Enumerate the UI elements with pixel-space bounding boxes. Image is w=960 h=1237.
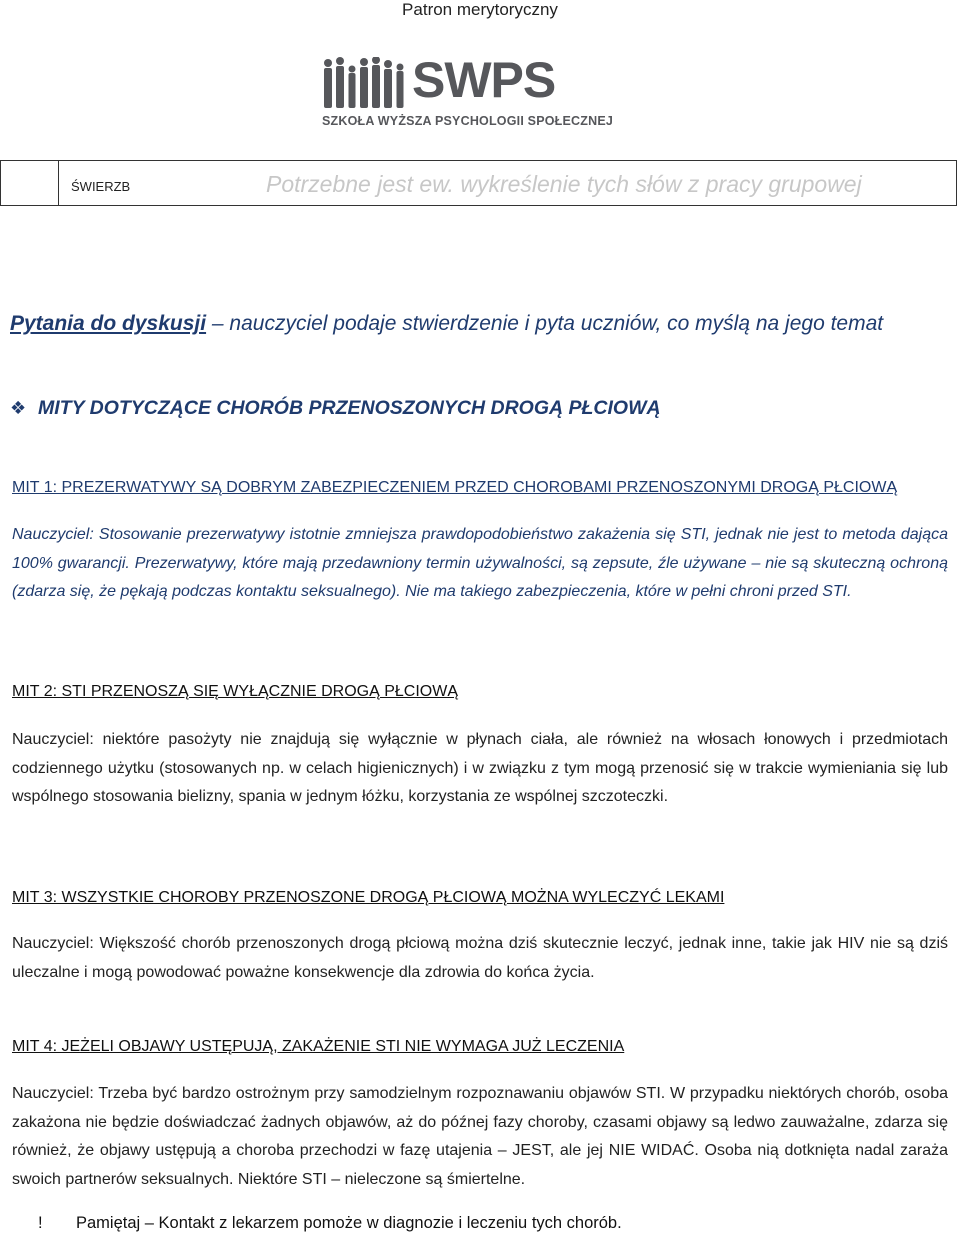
logo-brand-text: SWPS xyxy=(412,52,556,108)
discussion-label: Pytania do dyskusji xyxy=(10,312,207,335)
word-cell xyxy=(58,161,248,205)
myth-1-text: Nauczyciel: Stosowanie prezerwatywy istotnie zmniejsza prawdopodobieństwo zakażenia się STI, jednak nie jest to metoda dająca 100% gwarancji. Prezerwatywy, które mają przedawniony termin używalności, są zepsute, źle używane – nie są skuteczną ochroną (zdarza się, że pękają podczas kontaktu seksualnego). Nie ma takiego zabezpieczenia, które w pełni chroni przed STI. xyxy=(12,526,948,600)
myths-heading-text: MITY DOTYCZĄCE CHORÓB PRZENOSZONYCH DROGĄ PŁCIOWĄ xyxy=(38,397,661,419)
people-silhouettes-icon xyxy=(320,57,410,109)
placeholder-note: Potrzebne jest ew. wykreślenie tych słów z pracy grupowej xyxy=(266,171,862,197)
reminder-note xyxy=(38,1214,622,1233)
myth-4-title: MIT 4: JEŻELI OBJAWY USTĘPUJĄ, ZAKAŻENIE STI NIE WYMAGA JUŻ LECZENIA xyxy=(12,1038,625,1055)
discussion-rest: – nauczyciel podaje stwierdzenie i pyta uczniów, co myślą na jego temat xyxy=(206,312,884,335)
exclamation-icon: ! xyxy=(38,1214,43,1232)
myth-3-title: MIT 3: WSZYSTKIE CHOROBY PRZENOSZONE DROGĄ PŁCIOWĄ MOŻNA WYLECZYĆ LEKAMI xyxy=(12,889,725,906)
myth-4-text: Nauczyciel: Trzeba być bardzo ostrożnym przy samodzielnym rozpoznawaniu objawów STI. W przypadku niektórych chorób, osoba zakażona nie będzie doświadczać żadnych objawów, aż do późnej fazy choroby, czasami objawy są ledwo zauważalne, zdarza się również, że objawy ustępują a choroba przechodzi w fazę utajenia – JEST, ale jej NIE WIDAĆ. Osoba nią dotknięta nadal zaraża swoich partnerów seksualnych. Niektóre STI – nieleczone są śmiertelne. xyxy=(12,1085,948,1188)
discussion-title xyxy=(10,312,883,336)
diamond-bullet-icon: ❖ xyxy=(10,398,27,418)
myth-2-title: MIT 2: STI PRZENOSZĄ SIĘ WYŁĄCZNIE DROGĄ PŁCIOWĄ xyxy=(12,683,458,700)
reminder-text: Pamiętaj – Kontakt z lekarzem pomoże w diagnozie i leczeniu tych chorób. xyxy=(76,1214,622,1232)
logo-subtitle: SZKOŁA WYŻSZA PSYCHOLOGII SPOŁECZNEJ xyxy=(322,114,614,128)
myth-1-title: MIT 1: PREZERWATYWY SĄ DOBRYM ZABEZPIECZENIEM PRZED CHOROBAMI PRZENOSZONYMI DROGĄ PŁCIOWĄ xyxy=(12,479,898,496)
patron-label: Patron merytoryczny xyxy=(402,0,558,19)
word-table xyxy=(0,160,957,206)
myths-heading xyxy=(10,397,661,420)
myth-3-text: Nauczyciel: Większość chorób przenoszonych drogą płciową można dziś skutecznie leczyć, jednak inne, takie jak HIV nie są dziś uleczalne i mogą powodować poważne konsekwencje dla zdrowia do końca życia. xyxy=(12,935,948,981)
empty-cell xyxy=(1,161,59,205)
word-text: ŚWIERZB xyxy=(71,179,131,194)
swps-logo xyxy=(320,52,614,135)
myth-2-text: Nauczyciel: niektóre pasożyty nie znajdują się wyłącznie w płynach ciała, ale również na włosach łonowych i przedmiotach codziennego użytku (stosowanych np. w celach higienicznych) i w związku z tym mogą przenosić się w trakcie wymieniania się lub wspólnego stosowania bielizny, spania w jednym łóżku, korzystania ze wspólnej szczoteczki. xyxy=(12,731,948,805)
